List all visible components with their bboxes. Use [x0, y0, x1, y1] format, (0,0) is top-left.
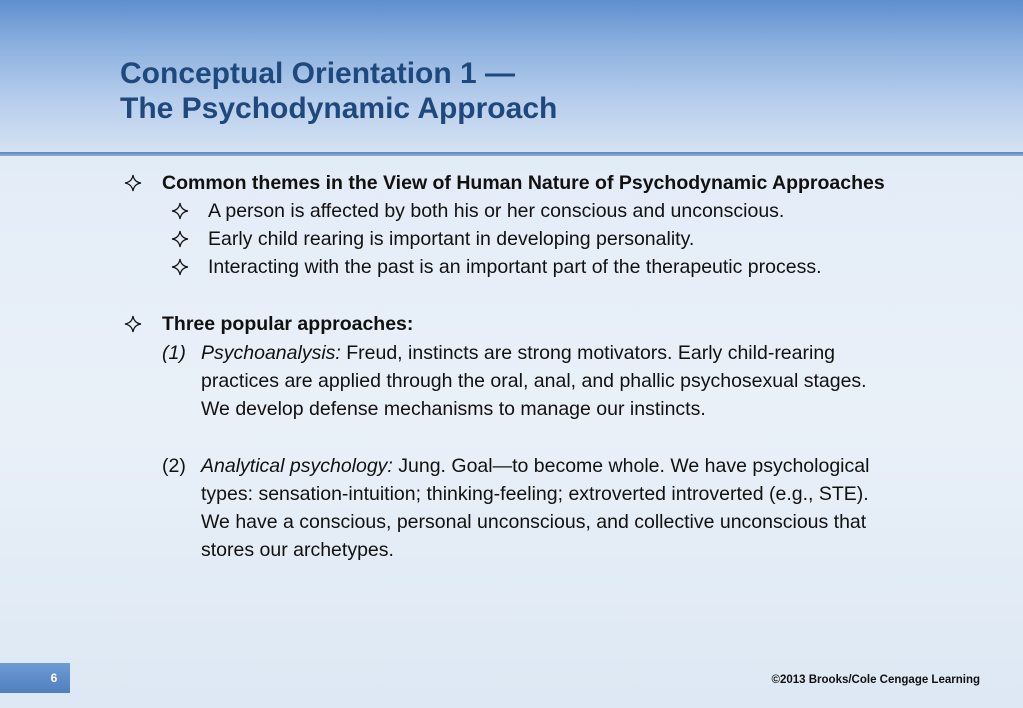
title-divider	[0, 152, 1023, 156]
star-bullet-icon	[171, 202, 189, 220]
section1-item-3: Interacting with the past is an important part of the therapeutic process.	[208, 256, 822, 278]
star-bullet-icon	[124, 174, 142, 192]
approach2-line-1	[201, 454, 869, 478]
section1-item-1: A person is affected by both his or her conscious and unconscious.	[208, 200, 785, 222]
star-bullet-icon	[124, 315, 142, 333]
star-bullet-icon	[171, 258, 189, 276]
star-bullet-icon	[171, 230, 189, 248]
section2-heading: Three popular approaches:	[162, 313, 414, 335]
title-line-2: The Psychodynamic Approach	[120, 92, 558, 125]
section1-item-2: Early child rearing is important in developing personality.	[208, 228, 695, 250]
approach2-line-4: stores our archetypes.	[201, 539, 394, 561]
approach1-name: Psychoanalysis:	[201, 342, 341, 364]
approach2-marker: (2)	[162, 455, 186, 477]
approach2-line-2: types: sensation-intuition; thinking-feeling; extroverted introverted (e.g., STE).	[201, 483, 869, 505]
approach1-marker: (1)	[162, 342, 186, 364]
approach1-line-1	[201, 341, 835, 365]
section1-heading: Common themes in the View of Human Nature of Psychodynamic Approaches	[162, 172, 885, 194]
approach2-name: Analytical psychology:	[201, 455, 393, 477]
approach1-line-2: practices are applied through the oral, anal, and phallic psychosexual stages.	[201, 370, 867, 392]
approach1-line-3: We develop defense mechanisms to manage our instincts.	[201, 398, 706, 420]
approach1-text: Freud, instincts are strong motivators. Early child-rearing	[340, 342, 836, 364]
title-line-1: Conceptual Orientation 1 —	[120, 57, 516, 90]
copyright-notice: ©2013 Brooks/Cole Cengage Learning	[771, 674, 980, 686]
page-number-tab	[0, 663, 70, 693]
approach2-line-3: We have a conscious, personal unconscious, and collective unconscious that	[201, 511, 867, 533]
approach2-text: Jung. Goal—to become whole. We have psychological	[392, 455, 870, 477]
page-number: 6	[50, 671, 58, 685]
slide-title	[120, 56, 920, 126]
